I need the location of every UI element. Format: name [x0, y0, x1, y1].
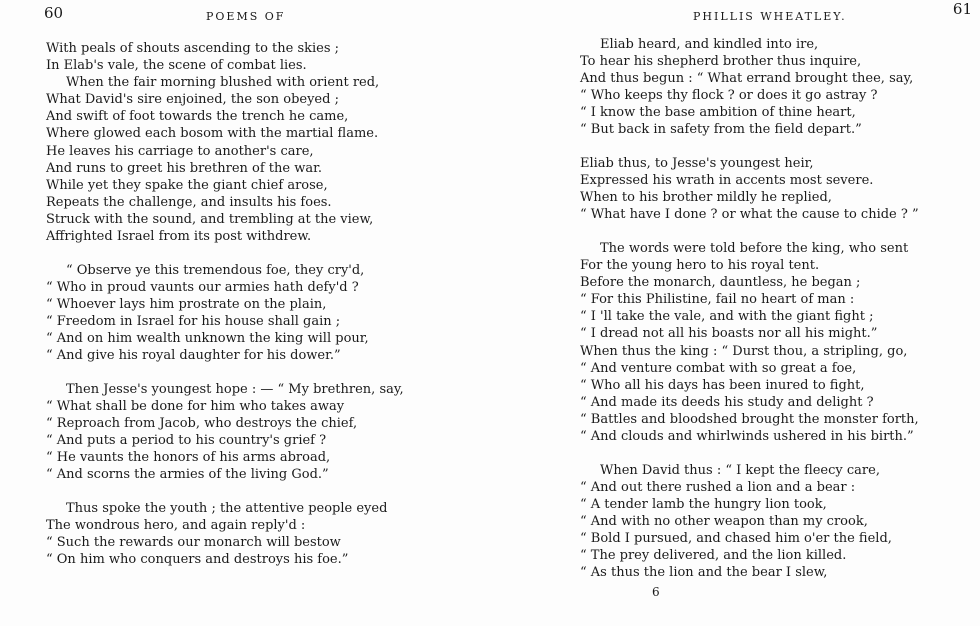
verse-line: “ And puts a period to his country's grief ?	[46, 432, 327, 448]
verse-line: And swift of foot towards the trench he came,	[46, 109, 349, 125]
verse-line: Affrighted Israel from its post withdrew.	[46, 229, 312, 245]
verse-line: Eliab heard, and kindled into ire,	[600, 37, 819, 52]
verse-line: “ Such the rewards our monarch will bestow	[46, 534, 341, 550]
stanza	[580, 155, 919, 223]
verse-line: “ And with no other weapon than my crook,	[580, 513, 868, 529]
verse-line: “ Bold I pursued, and chased him o'er the field,	[580, 530, 892, 546]
verse-line: Expressed his wrath in accents most severe.	[580, 173, 874, 189]
verse-line: While yet they spake the giant chief arose,	[46, 177, 328, 193]
verse-line: For the young hero to his royal tent.	[580, 258, 820, 274]
verse-line: When David thus : “ I kept the fleecy care,	[600, 462, 880, 478]
verse-line: Thus spoke the youth ; the attentive people eyed	[66, 500, 388, 516]
verse-line: “ And clouds and whirlwinds ushered in his birth.”	[580, 428, 914, 444]
verse-line: Struck with the sound, and trembling at the view,	[46, 211, 374, 227]
stanza	[46, 381, 404, 484]
verse-line: “ Observe ye this tremendous foe, they cry'd,	[66, 262, 365, 278]
verse-line: “ But back in safety from the field depart.”	[580, 122, 862, 138]
verse-line: Eliab thus, to Jesse's youngest heir,	[580, 156, 814, 172]
verse-line: “ I know the base ambition of thine heart,	[580, 105, 856, 121]
verse-line: And runs to greet his brethren of the war.	[46, 160, 323, 176]
right-page	[500, 0, 980, 626]
verse-line: And thus begun : “ What errand brought thee, say,	[580, 71, 914, 87]
verse-line: “ I dread not all his boasts nor all his might.”	[580, 326, 878, 342]
verse-line: Before the monarch, dauntless, he began ;	[580, 275, 861, 291]
verse-line: With peals of shouts ascending to the skies ;	[46, 41, 340, 56]
verse-line: When the fair morning blushed with orient red,	[66, 75, 380, 91]
verse-line: To hear his shepherd brother thus inquire,	[580, 54, 862, 70]
verse-line: Then Jesse's youngest hope : — “ My brethren, say,	[66, 381, 404, 397]
signature-mark: 6	[652, 585, 660, 599]
stanza	[580, 462, 919, 582]
verse-line: “ The prey delivered, and the lion killed.	[580, 548, 847, 564]
verse-line: “ And scorns the armies of the living God.”	[46, 467, 329, 483]
verse-line: “ Who all his days has been inured to fight,	[580, 377, 865, 393]
verse-line: When to his brother mildly he replied,	[580, 190, 832, 206]
verse-line: “ He vaunts the honors of his arms abroad,	[46, 450, 331, 466]
verse-line: “ What shall be done for him who takes away	[46, 398, 345, 414]
verse-line: When thus the king : “ Durst thou, a stripling, go,	[580, 343, 908, 359]
verse-line: “ And on him wealth unknown the king will pour,	[46, 331, 369, 346]
running-head: POEMS OF	[206, 10, 286, 23]
verse-line: The wondrous hero, and again reply'd :	[46, 517, 306, 533]
stanza	[46, 500, 404, 568]
verse-line: The words were told before the king, who sent	[600, 240, 909, 256]
verse-line: “ For this Philistine, fail no heart of man :	[580, 292, 855, 308]
verse-line: “ As thus the lion and the bear I slew,	[580, 565, 828, 581]
poem-text	[46, 40, 404, 585]
page-number: 61	[952, 0, 972, 18]
verse-line: Where glowed each bosom with the martial flame.	[46, 126, 379, 142]
verse-line: “ Battles and bloodshed brought the monster forth,	[580, 411, 919, 427]
verse-line: “ I 'll take the vale, and with the giant fight ;	[580, 309, 874, 325]
poem-text	[580, 36, 919, 598]
verse-line: Repeats the challenge, and insults his foes.	[46, 194, 332, 210]
verse-line: He leaves his carriage to another's care,	[46, 143, 314, 159]
running-head: PHILLIS WHEATLEY.	[693, 10, 847, 23]
verse-line: “ And out there rushed a lion and a bear :	[580, 479, 856, 495]
verse-line: “ And made its deeds his study and delight ?	[580, 394, 874, 410]
verse-line: “ Reproach from Jacob, who destroys the chief,	[46, 415, 358, 431]
stanza	[46, 262, 404, 365]
verse-line: “ And give his royal daughter for his dower.”	[46, 348, 341, 364]
stanza	[580, 36, 919, 139]
verse-line: “ Who keeps thy flock ? or does it go astray ?	[580, 88, 878, 104]
verse-line: “ Whoever lays him prostrate on the plain,	[46, 296, 327, 312]
verse-line: “ Freedom in Israel for his house shall gain ;	[46, 313, 341, 329]
verse-line: “ On him who conquers and destroys his foe.”	[46, 552, 349, 568]
page-number: 60	[44, 4, 64, 22]
verse-line: In Elab's vale, the scene of combat lies.	[46, 58, 307, 74]
verse-line: “ And venture combat with so great a foe,	[580, 360, 857, 376]
stanza	[46, 40, 404, 245]
verse-line: “ Who in proud vaunts our armies hath defy'd ?	[46, 279, 359, 295]
verse-line: “ What have I done ? or what the cause to chide ? ”	[580, 207, 919, 223]
verse-line: What David's sire enjoined, the son obeyed ;	[46, 92, 339, 108]
stanza	[580, 240, 919, 445]
verse-line: “ A tender lamb the hungry lion took,	[580, 496, 827, 512]
